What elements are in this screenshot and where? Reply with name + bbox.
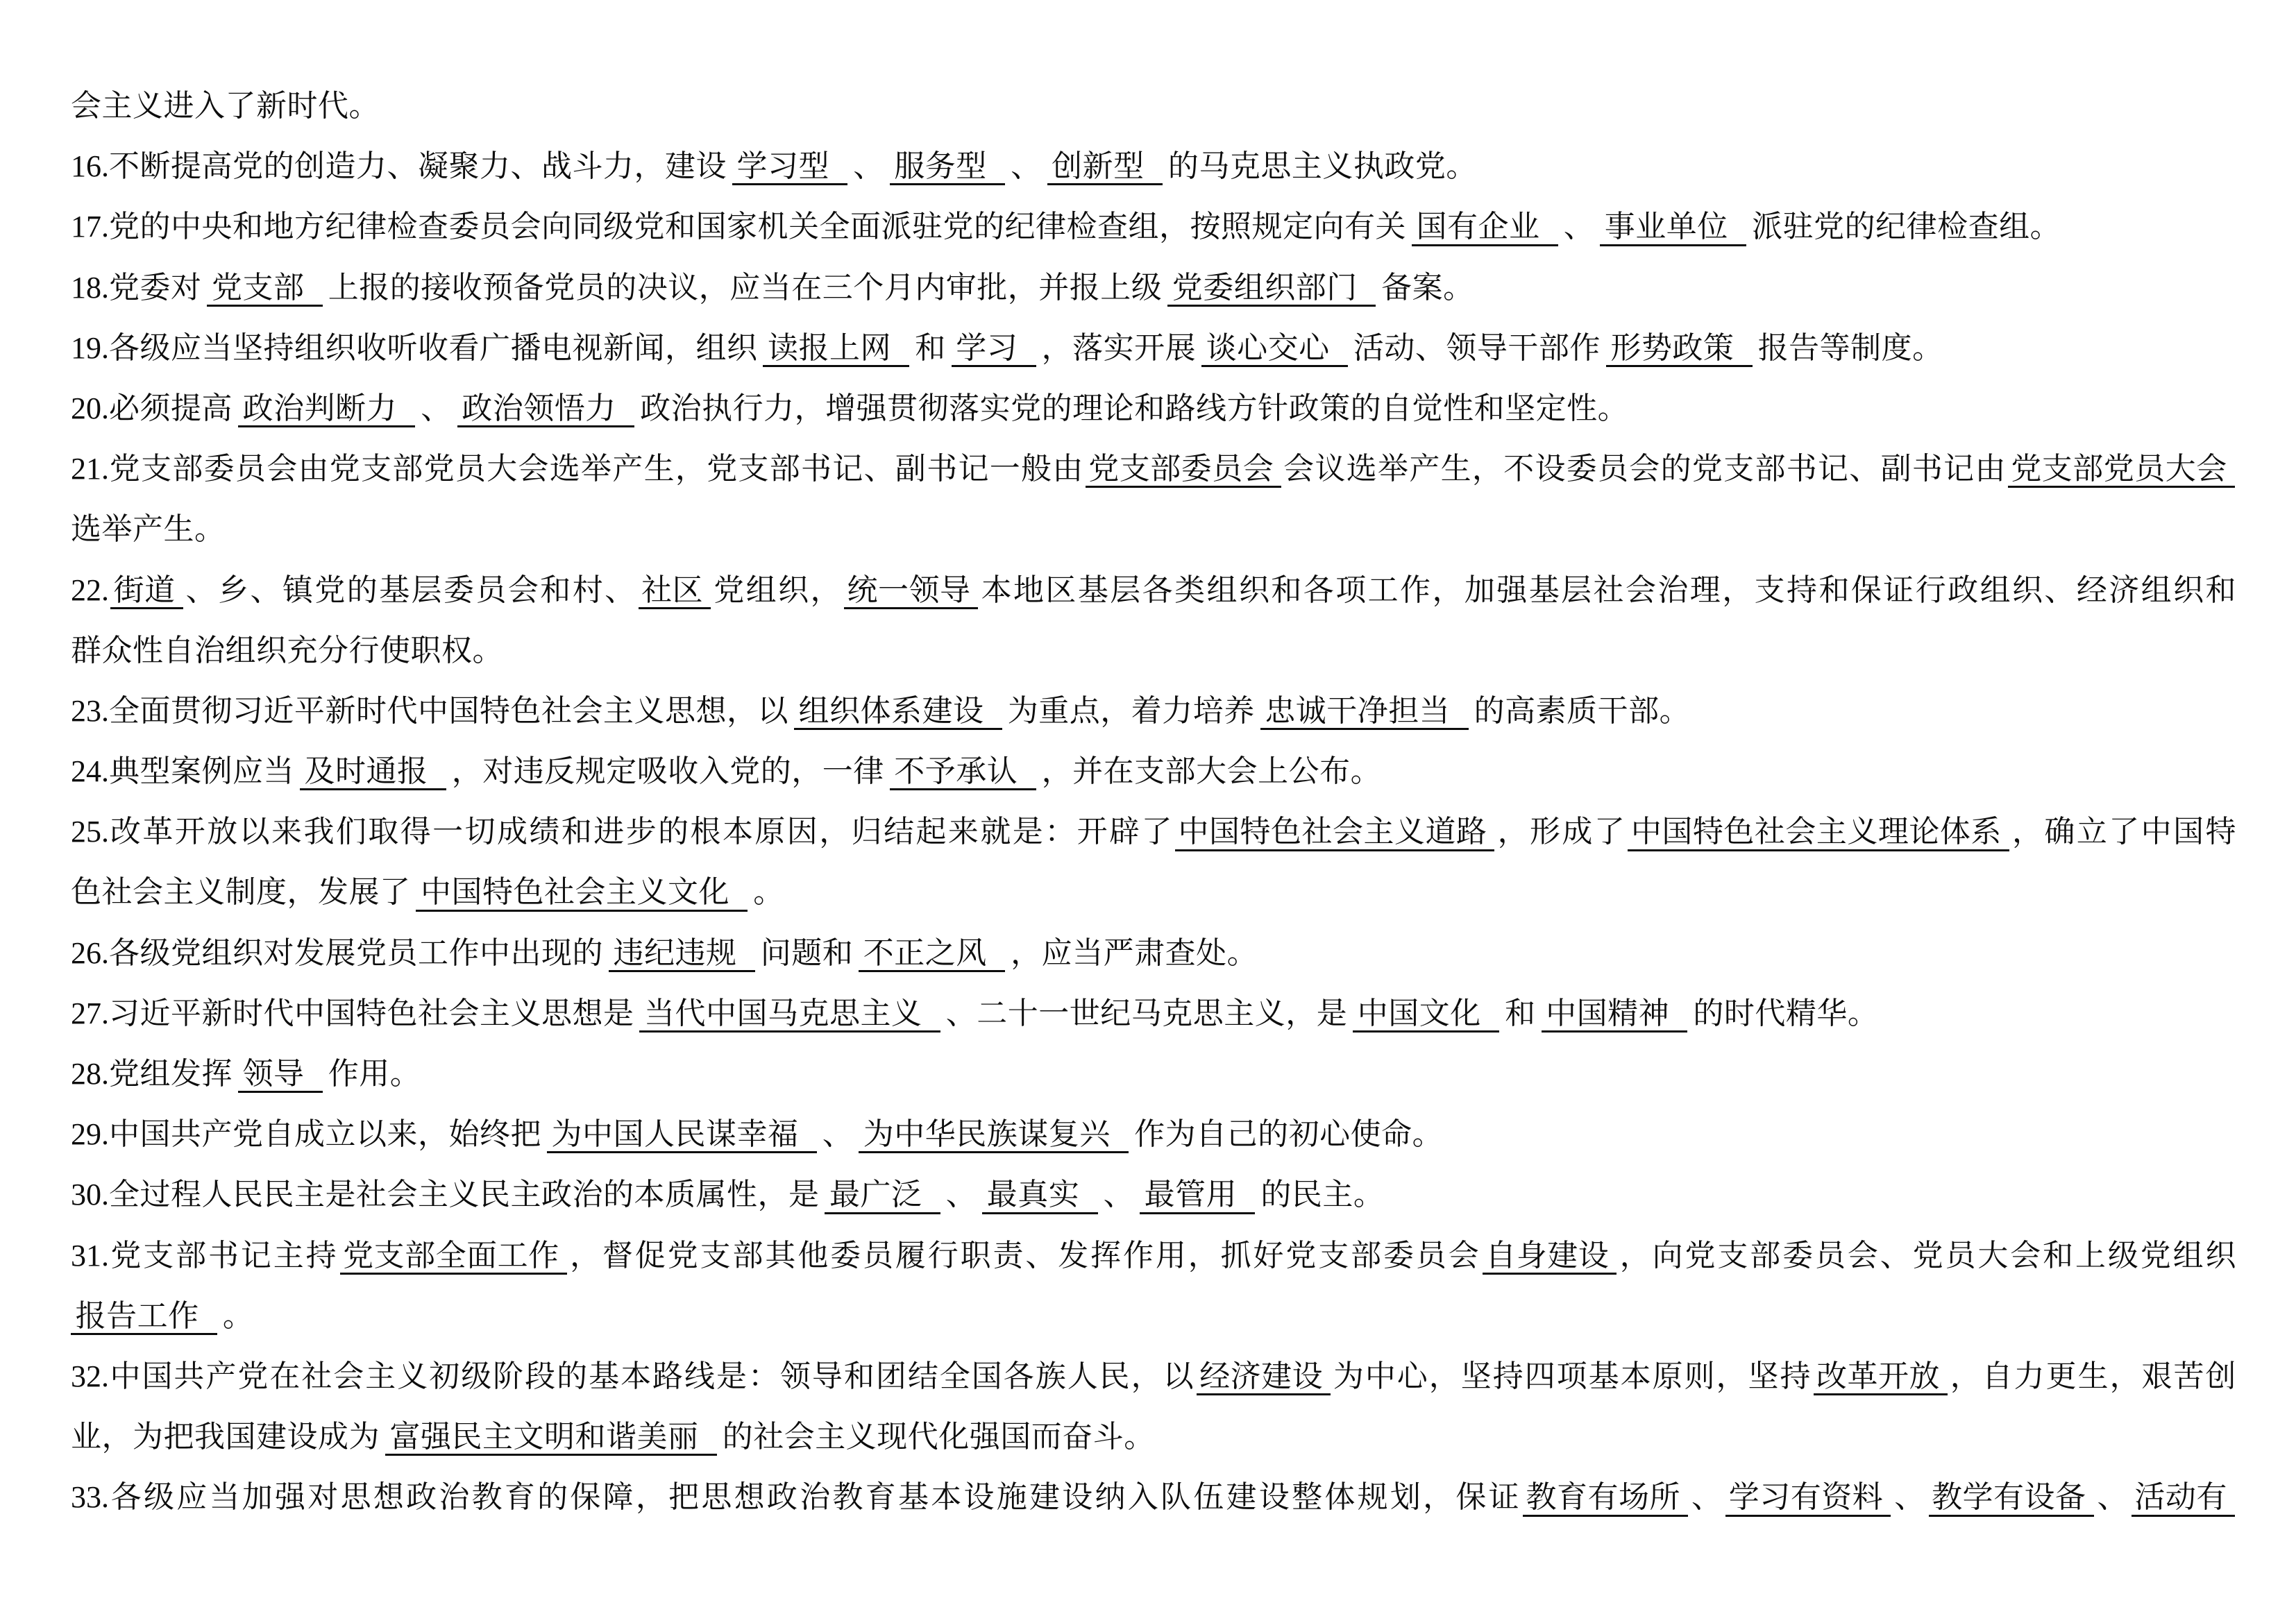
answer-blank: 学习 (952, 331, 1036, 367)
question-line (71, 1346, 2236, 1407)
question-text: 、 (421, 391, 452, 425)
question-text: ，形成了 (1496, 815, 1627, 849)
answer-blank: 中国特色社会主义文化 (416, 875, 748, 911)
question-text: 各级党组织对发展党员工作中出现的 (109, 935, 603, 970)
question-line (71, 1467, 2236, 1527)
question-number: 21. (71, 452, 109, 486)
question-text: 改革开放以来我们取得一切成绩和进步的根本原因，归结起来就是：开辟了 (109, 815, 1174, 849)
answer-blank: 教育有场所 (1523, 1480, 1688, 1516)
question-line-continuation (71, 1286, 2236, 1346)
answer-blank: 中国精神 (1542, 996, 1688, 1033)
question-text: 各级应当加强对思想政治教育的保障，把思想政治教育基本设施建设纳入队伍建设整体规划，保证 (109, 1480, 1521, 1515)
question-text: 必须提高 (109, 391, 233, 425)
answer-blank: 为中国人民谋幸福 (547, 1117, 817, 1153)
question-line (71, 1044, 2236, 1104)
question-item (71, 560, 2236, 681)
question-item (71, 439, 2236, 559)
answer-blank: 忠诚干净担当 (1260, 694, 1469, 730)
answer-blank: 政治判断力 (238, 391, 415, 427)
question-list (71, 76, 2236, 1528)
question-item (71, 1044, 2236, 1104)
answer-blank: 服务型 (890, 149, 1005, 185)
question-text: 、 (1103, 1178, 1135, 1212)
question-number: 33. (71, 1480, 109, 1515)
answer-blank: 为中华民族谋复兴 (859, 1117, 1129, 1153)
question-text: 。 (753, 875, 784, 910)
question-item (71, 378, 2236, 439)
question-text: 、 (1563, 210, 1595, 244)
answer-blank: 事业单位 (1600, 210, 1746, 246)
question-line (71, 196, 2236, 257)
question-number: 31. (71, 1238, 109, 1273)
question-text: 的民主。 (1260, 1178, 1385, 1212)
answer-blank: 学习型 (732, 149, 847, 185)
question-text: 、 (1011, 149, 1042, 184)
question-item (71, 318, 2236, 378)
question-text: 上报的接收预备党员的决议，应当在三个月内审批，并报上级 (328, 270, 1163, 305)
question-text: ，自力更生，艰苦创 (1949, 1359, 2236, 1393)
question-line (71, 378, 2236, 439)
question-text: 党支部书记主持 (109, 1238, 339, 1273)
answer-blank: 组织体系建设 (794, 694, 1002, 730)
question-number: 25. (71, 815, 109, 849)
question-text: 、二十一世纪马克思主义，是 (945, 996, 1348, 1030)
question-line-continuation (71, 1407, 2236, 1467)
question-text: ，督促党支部其他委员履行职责、发挥作用，抓好党支部委员会 (568, 1238, 1481, 1273)
answer-blank: 学习有资料 (1725, 1480, 1891, 1516)
question-item (71, 741, 2236, 801)
question-number: 16. (71, 149, 109, 184)
question-text: 、 (822, 1117, 854, 1152)
question-text: 、 (945, 1178, 977, 1212)
answer-blank: 政治领悟力 (457, 391, 634, 427)
question-text: 习近平新时代中国特色社会主义思想是 (109, 996, 634, 1030)
question-number: 17. (71, 210, 109, 244)
answer-blank: 形势政策 (1606, 331, 1753, 367)
answer-blank: 教学有设备 (1929, 1480, 2094, 1516)
answer-blank: 街道 (110, 573, 183, 609)
answer-blank: 创新型 (1047, 149, 1163, 185)
question-text: 的时代精华。 (1693, 996, 1879, 1030)
answer-blank: 中国特色社会主义道路 (1175, 815, 1494, 851)
question-text: 中国共产党在社会主义初级阶段的基本路线是：领导和团结全国各族人民，以 (109, 1359, 1195, 1393)
answer-blank: 读报上网 (763, 331, 909, 367)
question-item (71, 681, 2236, 741)
question-text: 报告等制度。 (1757, 330, 1943, 365)
question-line (71, 681, 2236, 741)
question-number: 29. (71, 1117, 109, 1152)
answer-blank: 报告工作 (71, 1299, 217, 1335)
question-line-continuation (71, 620, 2236, 681)
question-text: 会主义进入了新时代。 (71, 89, 380, 123)
answer-blank: 及时通报 (300, 754, 446, 790)
question-text: 色社会主义制度，发展了 (71, 875, 411, 910)
question-text: 党的中央和地方纪律检查委员会向同级党和国家机关全面派驻党的纪律检查组，按照规定向有关 (109, 210, 1406, 244)
answer-blank: 经济建设 (1197, 1359, 1331, 1395)
question-text: ，并在支部大会上公布。 (1041, 754, 1382, 789)
question-text: 业，为把我国建设成为 (71, 1420, 380, 1454)
question-number: 22. (71, 572, 109, 607)
question-number: 28. (71, 1057, 109, 1091)
answer-blank: 党委组织部门 (1167, 271, 1376, 307)
question-text: 党组发挥 (109, 1057, 233, 1091)
question-text: ，确立了中国特 (2011, 815, 2236, 849)
question-item (71, 923, 2236, 983)
question-line (71, 741, 2236, 801)
answer-blank: 领导 (238, 1057, 323, 1093)
question-text: 和 (915, 330, 946, 365)
question-item (71, 1104, 2236, 1164)
question-item (71, 1164, 2236, 1225)
question-number: 27. (71, 996, 109, 1030)
question-text: 派驻党的纪律检查组。 (1752, 210, 2061, 244)
question-item (71, 1346, 2236, 1467)
question-text: 全面贯彻习近平新时代中国特色社会主义思想，以 (109, 693, 788, 728)
question-line (71, 1225, 2236, 1286)
question-text: 、 (853, 149, 884, 184)
answer-blank: 党支部委员会 (1086, 452, 1281, 488)
question-text: 党组织， (712, 572, 843, 607)
question-text: 、 (1689, 1480, 1725, 1515)
question-number: 20. (71, 391, 109, 425)
question-text: 作用。 (328, 1057, 421, 1091)
question-text: 会议选举产生，不设委员会的党支部书记、副书记由 (1283, 452, 2007, 486)
question-number: 24. (71, 754, 109, 789)
question-number: 30. (71, 1178, 109, 1212)
question-text: 备案。 (1381, 270, 1474, 305)
question-text: 问题和 (760, 935, 854, 970)
question-text: ，应当严肃查处。 (1011, 935, 1258, 970)
question-item (71, 76, 2236, 136)
question-line-continuation (71, 862, 2236, 922)
answer-blank: 党支部全面工作 (340, 1239, 567, 1275)
question-item (71, 136, 2236, 196)
question-item (71, 257, 2236, 318)
answer-blank: 当代中国马克思主义 (639, 996, 940, 1033)
question-text: 和 (1505, 996, 1536, 1030)
answer-blank: 最管用 (1140, 1178, 1255, 1214)
question-line (71, 560, 2236, 620)
answer-blank: 党支部党员大会 (2008, 452, 2235, 488)
answer-blank: 最真实 (982, 1178, 1097, 1214)
question-text: 的社会主义现代化强国而奋斗。 (722, 1420, 1155, 1454)
answer-blank: 活动有 (2132, 1480, 2235, 1516)
answer-blank: 最广泛 (825, 1178, 940, 1214)
question-line (71, 439, 2236, 499)
question-number: 32. (71, 1359, 109, 1393)
answer-blank: 谈心交心 (1201, 331, 1348, 367)
question-text: 、 (2095, 1480, 2130, 1515)
question-text: 全过程人民民主是社会主义民主政治的本质属性，是 (109, 1178, 820, 1212)
question-line (71, 983, 2236, 1044)
question-text: 党支部委员会由党支部党员大会选举产生，党支部书记、副书记一般由 (109, 452, 1084, 486)
question-text: 本地区基层各类组织和各项工作，加强基层社会治理，支持和保证行政组织、经济组织和 (979, 572, 2236, 607)
question-text: 各级应当坚持组织收听收看广播电视新闻，组织 (109, 330, 758, 365)
question-line (71, 1164, 2236, 1225)
answer-blank: 不予承认 (890, 754, 1036, 790)
answer-blank: 党支部 (207, 271, 322, 307)
question-text: 为中心，坚持四项基本原则，坚持 (1332, 1359, 1812, 1393)
question-item (71, 983, 2236, 1044)
question-item (71, 801, 2236, 922)
question-text: 的马克思主义执政党。 (1167, 149, 1477, 184)
question-text: 活动、领导干部作 (1353, 330, 1601, 365)
answer-blank: 中国特色社会主义理论体系 (1628, 815, 2009, 851)
question-text: ，落实开展 (1041, 330, 1197, 365)
answer-blank: 统一领导 (844, 573, 978, 609)
question-number: 18. (71, 270, 109, 305)
answer-blank: 富强民主文明和谐美丽 (385, 1420, 717, 1456)
question-text: 政治执行力，增强贯彻落实党的理论和路线方针政策的自觉性和坚定性。 (640, 391, 1629, 425)
question-text: ，对违反规定吸收入党的，一律 (451, 754, 884, 789)
question-text: 为重点，着力培养 (1007, 693, 1255, 728)
question-line (71, 923, 2236, 983)
answer-blank: 中国文化 (1353, 996, 1499, 1033)
question-text: 选举产生。 (71, 512, 226, 547)
answer-blank: 改革开放 (1814, 1359, 1948, 1395)
question-text: 群众性自治组织充分行使职权。 (71, 633, 503, 668)
answer-blank: 违纪违规 (609, 936, 755, 972)
question-text: ，向党支部委员会、党员大会和上级党组织 (1618, 1238, 2236, 1273)
question-text: 作为自己的初心使命。 (1134, 1117, 1444, 1152)
answer-blank: 不正之风 (859, 936, 1005, 972)
question-item (71, 1467, 2236, 1527)
answer-blank: 国有企业 (1412, 210, 1558, 246)
question-text: 不断提高党的创造力、凝聚力、战斗力，建设 (109, 149, 727, 184)
question-text: 。 (222, 1298, 254, 1333)
question-line (71, 257, 2236, 318)
question-line-continuation (71, 499, 2236, 559)
answer-blank: 自身建设 (1483, 1239, 1617, 1275)
question-item (71, 1225, 2236, 1346)
question-number: 19. (71, 330, 109, 365)
question-line (71, 318, 2236, 378)
question-line (71, 76, 2236, 136)
question-text: 中国共产党自成立以来，始终把 (109, 1117, 541, 1152)
question-line (71, 1104, 2236, 1164)
question-text: 、 (1892, 1480, 1927, 1515)
question-text: 典型案例应当 (109, 754, 294, 789)
question-text: 的高素质干部。 (1474, 693, 1691, 728)
question-item (71, 196, 2236, 257)
question-line (71, 801, 2236, 862)
question-text: 党委对 (109, 270, 202, 305)
question-number: 26. (71, 935, 109, 970)
answer-blank: 社区 (639, 573, 711, 609)
question-line (71, 136, 2236, 196)
question-text: 、乡、镇党的基层委员会和村、 (184, 572, 637, 607)
question-number: 23. (71, 693, 109, 728)
